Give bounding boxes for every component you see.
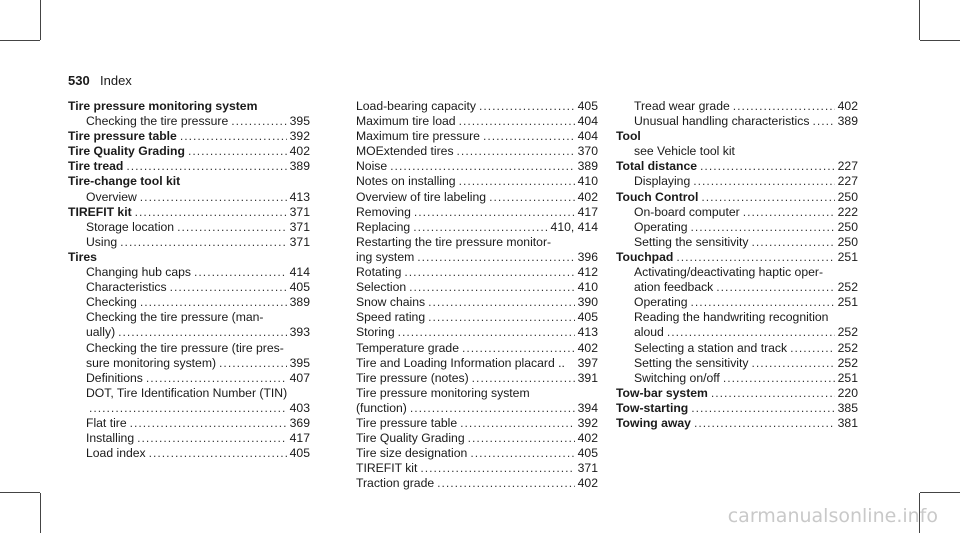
index-entry <box>356 401 598 416</box>
dot-leader <box>420 461 574 476</box>
entry-label: Towing away <box>616 415 691 430</box>
entry-label: Tire size designation <box>356 446 468 461</box>
entry-label: Maximum tire pressure <box>356 129 480 144</box>
dot-leader <box>188 144 287 159</box>
index-entry-continuation: see Vehicle tool kit <box>634 144 735 159</box>
entry-label: Traction grade <box>356 476 435 491</box>
dot-leader <box>137 431 287 446</box>
index-entry <box>356 476 598 491</box>
index-heading <box>616 386 858 401</box>
crop-mark <box>920 492 960 493</box>
entry-label: Using <box>86 234 118 249</box>
page-reference[interactable]: 414 <box>289 265 310 280</box>
index-heading <box>68 129 310 144</box>
entry-label: Tire pressure monitoring system <box>68 99 258 113</box>
page-reference[interactable]: 392 <box>577 415 598 430</box>
index-entry <box>68 356 310 371</box>
index-entry <box>616 220 858 235</box>
index-heading <box>616 401 858 416</box>
dot-leader <box>751 235 834 250</box>
dot-leader <box>459 174 575 189</box>
index-entry <box>356 371 598 386</box>
page-reference[interactable]: 371 <box>289 219 310 234</box>
index-entry <box>68 280 310 295</box>
index-heading <box>68 99 310 114</box>
entry-label: ation feedback <box>634 280 714 295</box>
dot-leader <box>89 401 287 416</box>
index-entry-continuation: Checking the tire pressure (man- <box>86 310 264 325</box>
page-number: 530 <box>68 73 90 88</box>
dot-leader <box>462 341 575 356</box>
page-reference[interactable]: 369 <box>289 415 310 430</box>
index-entry <box>356 325 598 340</box>
entry-label: Switching on/off <box>634 370 720 385</box>
index-entry <box>356 220 598 235</box>
index-entry <box>356 356 598 371</box>
dot-leader <box>711 386 835 401</box>
index-entry <box>356 341 598 356</box>
entry-label: Setting the sensitivity <box>634 355 749 370</box>
entry-label: Selection <box>356 280 407 295</box>
index-entry <box>356 250 598 265</box>
dot-leader <box>398 325 575 340</box>
index-entry <box>356 99 598 114</box>
index-entry <box>68 431 310 446</box>
index-entry <box>68 401 310 416</box>
entry-label: TIREFIT kit <box>68 204 132 219</box>
index-heading <box>68 250 310 265</box>
page-reference[interactable]: 397 <box>577 355 598 370</box>
dot-leader <box>413 220 547 235</box>
crop-mark <box>40 493 41 533</box>
dot-leader <box>194 265 287 280</box>
page-reference[interactable]: 385 <box>837 400 858 415</box>
page-reference[interactable]: 402 <box>577 340 598 355</box>
entry-label: ually) <box>86 325 116 340</box>
dot-leader <box>691 401 834 416</box>
dot-leader <box>676 250 834 265</box>
page-reference[interactable]: 370 <box>577 144 598 159</box>
entry-label: MOExtended tires <box>356 144 454 159</box>
page-reference[interactable]: 396 <box>577 249 598 264</box>
entry-label: Rotating <box>356 265 402 280</box>
page-reference[interactable]: 395 <box>289 114 310 129</box>
page-reference[interactable]: 371 <box>577 461 598 476</box>
entry-label: Operating <box>634 295 688 310</box>
page-reference[interactable]: 252 <box>837 325 858 340</box>
dot-leader <box>414 205 575 220</box>
page-reference[interactable]: 250 <box>837 189 858 204</box>
index-heading <box>616 250 858 265</box>
dot-leader <box>428 310 575 325</box>
dot-leader <box>716 280 834 295</box>
index-heading <box>68 205 310 220</box>
page-reference[interactable]: 417 <box>289 431 310 446</box>
entry-label: Removing <box>356 204 411 219</box>
entry-label: Tire Quality Grading <box>68 144 185 159</box>
page-reference[interactable]: 403 <box>289 400 310 415</box>
dot-leader <box>409 280 575 295</box>
index-entry <box>356 265 598 280</box>
dot-leader <box>700 159 835 174</box>
page-reference[interactable]: 390 <box>577 295 598 310</box>
index-entry <box>616 174 858 189</box>
entry-label: Tire pressure (notes) <box>356 370 469 385</box>
entry-label: sure monitoring system) <box>86 355 217 370</box>
dot-leader <box>417 250 574 265</box>
entry-label: Definitions <box>86 370 143 385</box>
dot-leader <box>437 476 575 491</box>
index-entry <box>356 144 598 159</box>
section-title: Index <box>100 73 132 88</box>
dot-leader <box>460 416 575 431</box>
dot-leader <box>404 265 574 280</box>
entry-label: Tire-change tool kit <box>68 174 181 189</box>
page-reference[interactable]: 402 <box>289 144 310 159</box>
page-reference[interactable]: 389 <box>289 159 310 174</box>
page-reference[interactable]: 410 <box>577 174 598 189</box>
index-heading <box>68 144 310 159</box>
index-entry <box>616 99 858 114</box>
crop-mark <box>919 0 920 40</box>
index-entry <box>356 310 598 325</box>
entry-label: Load-bearing capacity <box>356 99 476 113</box>
index-entry <box>616 325 858 340</box>
dot-leader <box>180 129 287 144</box>
index-entry <box>68 220 310 235</box>
entry-label: Total distance <box>616 159 698 174</box>
entry-label: Storing <box>356 325 395 340</box>
index-entry-continuation: Activating/deactivating haptic oper- <box>634 265 824 280</box>
page-reference[interactable]: 402 <box>577 189 598 204</box>
index-entry <box>68 114 310 129</box>
page-reference[interactable]: 252 <box>837 340 858 355</box>
entry-label: Storage location <box>86 219 175 234</box>
page-reference[interactable]: 404 <box>577 114 598 129</box>
dot-leader <box>470 446 574 461</box>
dot-leader <box>146 371 287 386</box>
dot-leader <box>701 190 834 205</box>
index-entry <box>356 461 598 476</box>
entry-label: Touchpad <box>616 249 674 264</box>
page-reference[interactable]: 407 <box>289 370 310 385</box>
entry-label: Tire pressure table <box>356 415 458 430</box>
entry-label: Temperature grade <box>356 340 459 355</box>
entry-label: Tool <box>616 129 641 144</box>
crop-mark <box>0 40 40 41</box>
page-reference[interactable]: 412 <box>577 265 598 280</box>
dot-leader <box>459 114 575 129</box>
page-reference[interactable]: 405 <box>289 280 310 295</box>
entry-label: Tire pressure table <box>68 129 177 144</box>
dot-leader <box>140 190 287 205</box>
index-entry <box>356 159 598 174</box>
index-entry-continuation: Restarting the tire pressure monitor- <box>356 234 552 249</box>
index-entry <box>356 446 598 461</box>
entry-label: Maximum tire load <box>356 114 456 129</box>
entry-label: Replacing <box>356 219 411 234</box>
entry-label: Unusual handling characteristics <box>634 114 810 129</box>
page-reference[interactable]: 394 <box>577 400 598 415</box>
index-entry <box>356 205 598 220</box>
index-entry <box>356 280 598 295</box>
dot-leader <box>733 99 835 114</box>
dot-leader <box>751 356 834 371</box>
entry-label: Tire tread <box>68 159 124 174</box>
dot-leader <box>149 446 287 461</box>
page-reference[interactable]: 371 <box>289 234 310 249</box>
page-reference[interactable]: 220 <box>837 385 858 400</box>
entry-label: Tire and Loading Information placard .. <box>356 355 565 370</box>
page-reference[interactable]: 227 <box>837 159 858 174</box>
page-reference[interactable]: 410, 414 <box>550 219 598 234</box>
entry-label: Touch Control <box>616 189 699 204</box>
dot-leader <box>170 280 287 295</box>
entry-label: Displaying <box>634 174 691 189</box>
page-reference[interactable]: 252 <box>837 355 858 370</box>
index-entry <box>616 341 858 356</box>
index-heading <box>68 159 310 174</box>
dot-leader <box>479 99 575 114</box>
index-entry <box>356 174 598 189</box>
entry-label: Setting the sensitivity <box>634 234 749 249</box>
page-reference[interactable]: 405 <box>289 446 310 461</box>
index-heading <box>616 129 858 144</box>
index-entry <box>68 295 310 310</box>
index-heading <box>68 174 310 189</box>
dot-leader <box>691 220 835 235</box>
page-reference[interactable]: 405 <box>577 310 598 325</box>
index-entry <box>616 295 858 310</box>
page-reference[interactable]: 393 <box>289 325 310 340</box>
dot-leader <box>135 205 287 220</box>
index-entry <box>356 114 598 129</box>
index-entry <box>68 265 310 280</box>
dot-leader <box>428 295 575 310</box>
page-reference[interactable]: 404 <box>577 129 598 144</box>
dot-leader <box>743 205 835 220</box>
page-reference[interactable]: 250 <box>837 234 858 249</box>
entry-label: Tires <box>68 249 97 264</box>
entry-label: aloud <box>634 325 664 340</box>
page-reference[interactable]: 389 <box>289 295 310 310</box>
page-reference[interactable]: 413 <box>289 189 310 204</box>
index-entry <box>616 205 858 220</box>
page-reference[interactable]: 405 <box>577 446 598 461</box>
entry-label: Snow chains <box>356 295 426 310</box>
index-entry <box>68 190 310 205</box>
entry-label: Notes on installing <box>356 174 456 189</box>
entry-label: Load index <box>86 446 146 461</box>
entry-label: On-board computer <box>634 204 740 219</box>
page-reference[interactable]: 371 <box>289 204 310 219</box>
page-reference[interactable]: 402 <box>837 99 858 113</box>
dot-leader <box>468 431 575 446</box>
entry-label: ing system <box>356 249 415 264</box>
dot-leader <box>120 235 286 250</box>
dot-leader <box>390 159 574 174</box>
entry-label: Operating <box>634 219 688 234</box>
dot-leader <box>126 159 286 174</box>
page-reference[interactable]: 251 <box>837 295 858 310</box>
entry-label: Selecting a station and track <box>634 340 788 355</box>
page-reference[interactable]: 250 <box>837 219 858 234</box>
entry-label: Flat tire <box>86 415 127 430</box>
page-reference[interactable]: 417 <box>577 204 598 219</box>
dot-leader <box>140 295 287 310</box>
index-entry <box>616 371 858 386</box>
page-reference[interactable]: 395 <box>289 355 310 370</box>
entry-label: Tire Quality Grading <box>356 431 465 446</box>
entry-label: Tow-bar system <box>616 385 708 400</box>
page-reference[interactable]: 391 <box>577 370 598 385</box>
entry-label: TIREFIT kit <box>356 461 418 476</box>
page-reference[interactable]: 389 <box>837 114 858 129</box>
index-entry-continuation: Checking the tire pressure (tire pres- <box>86 340 284 355</box>
index-heading <box>616 159 858 174</box>
index-column-1 <box>68 99 310 461</box>
crop-mark <box>920 40 960 41</box>
index-entry <box>356 416 598 431</box>
crop-mark <box>40 0 41 40</box>
dot-leader <box>219 356 287 371</box>
index-entry <box>356 190 598 205</box>
index-entry <box>68 325 310 340</box>
index-entry <box>356 129 598 144</box>
entry-label: Noise <box>356 159 388 174</box>
page-reference[interactable]: 251 <box>837 370 858 385</box>
index-entry <box>68 235 310 250</box>
entry-label: Checking the tire pressure <box>86 114 229 129</box>
entry-label: Characteristics <box>86 280 167 295</box>
dot-leader <box>790 341 835 356</box>
entry-label: Tow-starting <box>616 400 689 415</box>
dot-leader <box>667 325 835 340</box>
entry-label: Overview <box>86 189 137 204</box>
page-reference[interactable]: 402 <box>577 476 598 491</box>
page-reference[interactable]: 227 <box>837 174 858 189</box>
entry-label: Changing hub caps <box>86 265 192 280</box>
crop-mark <box>0 492 40 493</box>
index-heading <box>616 190 858 205</box>
page-reference[interactable]: 413 <box>577 325 598 340</box>
index-entry <box>616 356 858 371</box>
index-entry-continuation: Reading the handwriting recognition <box>634 310 829 325</box>
index-entry <box>616 114 858 129</box>
page-reference[interactable]: 252 <box>837 280 858 295</box>
entry-label: Overview of tire labeling <box>356 189 487 204</box>
index-entry-continuation: Tire pressure monitoring system <box>356 385 530 400</box>
entry-label: Checking <box>86 295 137 310</box>
page-reference[interactable]: 402 <box>577 431 598 446</box>
entry-label: Installing <box>86 431 135 446</box>
page-reference[interactable]: 381 <box>837 415 858 430</box>
page-reference[interactable]: 405 <box>577 99 598 113</box>
dot-leader <box>693 174 834 189</box>
dot-leader <box>694 416 835 431</box>
index-heading <box>616 416 858 431</box>
entry-label: Tread wear grade <box>634 99 730 113</box>
dot-leader <box>118 325 287 340</box>
dot-leader <box>489 190 575 205</box>
index-entry <box>68 446 310 461</box>
dot-leader <box>812 114 834 129</box>
page-reference[interactable]: 392 <box>289 129 310 144</box>
dot-leader <box>410 401 575 416</box>
page-reference[interactable]: 251 <box>837 249 858 264</box>
page-reference[interactable]: 389 <box>577 159 598 174</box>
dot-leader <box>130 416 287 431</box>
dot-leader <box>691 295 835 310</box>
dot-leader <box>231 114 286 129</box>
index-entry <box>356 431 598 446</box>
entry-label: Speed rating <box>356 310 426 325</box>
watermark: carmanualsonline.info <box>727 505 938 527</box>
page-reference[interactable]: 410 <box>577 280 598 295</box>
dot-leader <box>177 220 287 235</box>
dot-leader <box>483 129 575 144</box>
dot-leader <box>723 371 835 386</box>
index-entry <box>68 371 310 386</box>
page-reference[interactable]: 222 <box>837 204 858 219</box>
index-entry <box>616 235 858 250</box>
entry-label: (function) <box>356 400 407 415</box>
index-entry <box>68 416 310 431</box>
dot-leader <box>472 371 575 386</box>
index-entry-continuation: DOT, Tire Identification Number (TIN) <box>86 385 288 400</box>
dot-leader <box>457 144 575 159</box>
index-entry <box>616 280 858 295</box>
index-column-2 <box>356 99 598 491</box>
index-entry <box>356 295 598 310</box>
index-column-3 <box>616 99 858 431</box>
